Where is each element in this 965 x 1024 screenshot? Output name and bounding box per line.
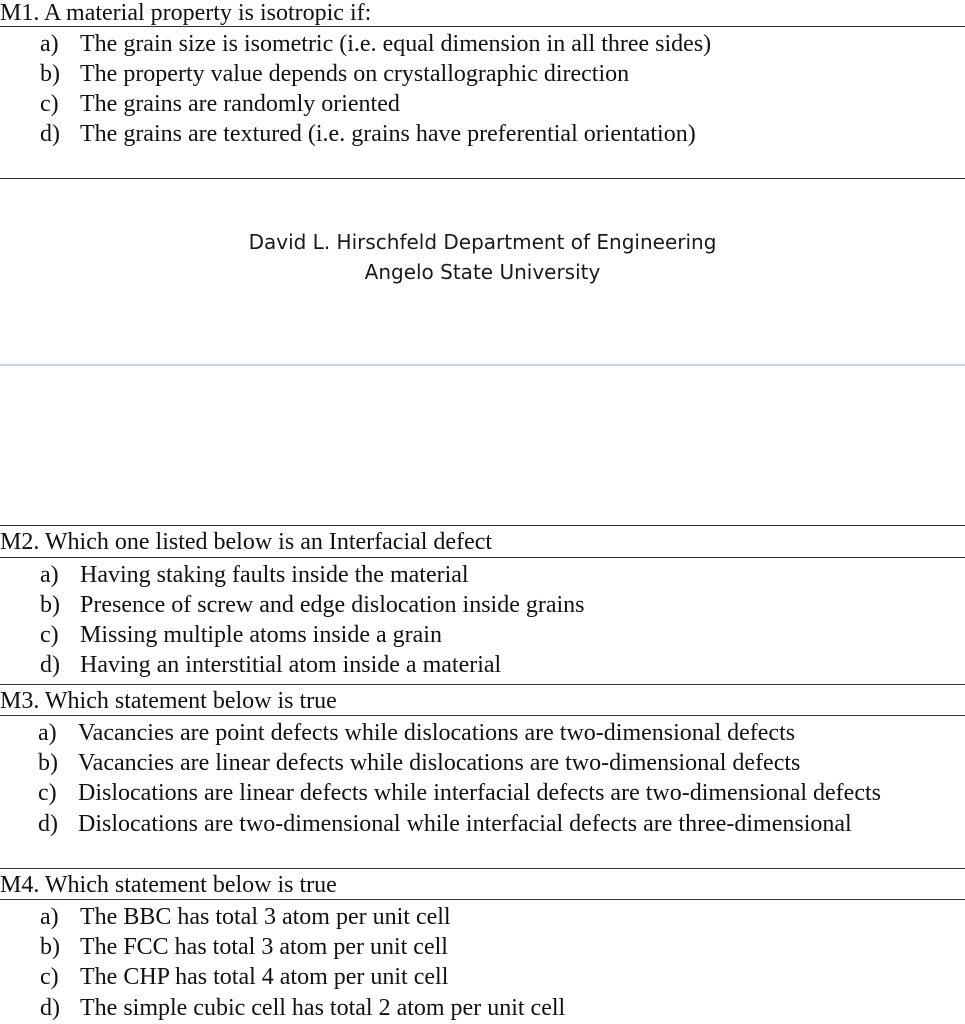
divider: [0, 557, 965, 558]
option-letter: c): [40, 964, 59, 990]
option-text: The property value depends on crystallographic direction: [80, 61, 630, 87]
footer-divider: [0, 364, 965, 366]
divider: [0, 684, 965, 685]
option-letter: b): [40, 61, 60, 87]
option-m4-d: [40, 995, 565, 1021]
option-letter: a): [40, 31, 59, 57]
option-text: Vacancies are point defects while dislocations are two-dimensional defects: [78, 720, 796, 746]
option-text: The simple cubic cell has total 2 atom per unit cell: [80, 995, 566, 1021]
divider: [0, 26, 965, 27]
option-m4-b: [40, 934, 448, 960]
option-text: The grains are textured (i.e. grains have preferential orientation): [80, 121, 696, 147]
option-letter: d): [38, 811, 58, 837]
option-letter: a): [40, 904, 59, 930]
option-letter: c): [40, 91, 59, 117]
option-letter: c): [38, 780, 57, 806]
option-text: Missing multiple atoms inside a grain: [80, 622, 442, 648]
page-break-line: [0, 178, 965, 179]
option-text: Having an interstitial atom inside a material: [80, 652, 502, 678]
footer-university: Angelo State University: [364, 260, 601, 284]
divider: [0, 868, 965, 869]
option-m3-a: [38, 720, 795, 746]
option-letter: a): [38, 720, 57, 746]
divider: [0, 715, 965, 716]
option-text: The BBC has total 3 atom per unit cell: [80, 904, 451, 930]
option-m1-c: [40, 91, 400, 117]
option-letter: d): [40, 995, 60, 1021]
option-text: Dislocations are linear defects while interfacial defects are two-dimensional defects: [78, 780, 881, 806]
option-text: The CHP has total 4 atom per unit cell: [80, 964, 449, 990]
divider: [0, 899, 965, 900]
option-m1-b: [40, 61, 629, 87]
option-text: Dislocations are two-dimensional while interfacial defects are three-dimensional: [78, 811, 852, 837]
option-text: The grains are randomly oriented: [80, 91, 400, 117]
divider: [0, 525, 965, 526]
option-text: The FCC has total 3 atom per unit cell: [80, 934, 448, 960]
option-letter: b): [40, 592, 60, 618]
footer-department: David L. Hirschfeld Department of Engineering: [248, 230, 717, 254]
option-m3-b: [38, 750, 800, 776]
option-m1-d: [40, 121, 696, 147]
option-letter: c): [40, 622, 59, 648]
option-m1-a: [40, 31, 711, 57]
option-letter: b): [38, 750, 58, 776]
option-text: Presence of screw and edge dislocation inside grains: [80, 592, 585, 618]
option-text: The grain size is isometric (i.e. equal dimension in all three sides): [80, 31, 712, 57]
option-text: Having staking faults inside the material: [80, 562, 469, 588]
question-m1-stem: M1. A material property is isotropic if:: [0, 0, 372, 26]
option-text: Vacancies are linear defects while dislocations are two-dimensional defects: [78, 750, 801, 776]
option-m2-c: [40, 622, 442, 648]
option-m3-d: [38, 811, 852, 837]
option-letter: b): [40, 934, 60, 960]
option-letter: d): [40, 121, 60, 147]
question-m2-stem: M2. Which one listed below is an Interfacial defect: [0, 529, 493, 555]
option-letter: a): [40, 562, 59, 588]
option-m4-a: [40, 904, 451, 930]
question-m3-stem: M3. Which statement below is true: [0, 688, 337, 714]
option-m2-b: [40, 592, 585, 618]
option-m2-a: [40, 562, 469, 588]
option-m2-d: [40, 652, 501, 678]
option-m4-c: [40, 964, 448, 990]
option-letter: d): [40, 652, 60, 678]
question-m4-stem: M4. Which statement below is true: [0, 872, 337, 898]
option-m3-c: [38, 780, 881, 806]
